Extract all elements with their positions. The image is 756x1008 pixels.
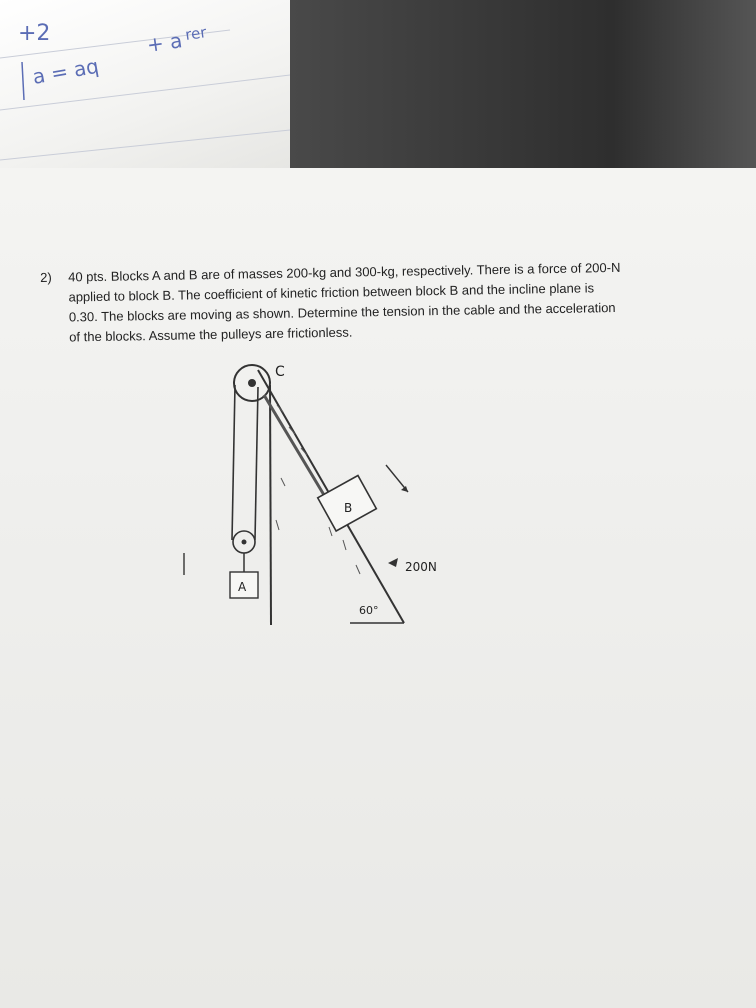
note-line-3-sub: rer (184, 23, 208, 44)
force-label: 200N (405, 560, 437, 574)
block-a-label: A (238, 580, 247, 594)
problem-text: 40 pts. Blocks A and B are of masses 200-kg and 300-kg, respectively. There is a force of 200-N applied to block B. The coefficient of kinetic friction between block B and the incline plane is 0.30. The blocks are moving as shown. Determine the tension in the cable and the acceleration of the blocks. Assume the pulleys are frictionless. (68, 259, 621, 345)
note-line-1: +2 (18, 21, 51, 46)
force-arrowhead (388, 558, 398, 567)
problem-number: 2) (40, 269, 52, 285)
top-pulley-axle (248, 379, 256, 387)
vertical-wall (270, 385, 271, 625)
note-line-3: + a (145, 28, 184, 57)
note-line-2: a = aq (30, 53, 101, 89)
cable-left (232, 385, 235, 540)
block-b-label: B (344, 501, 353, 515)
lower-pulley-axle (242, 540, 247, 545)
incline-cable (264, 395, 330, 505)
cable-right (255, 387, 258, 540)
angle-label: 60° (359, 604, 379, 617)
pulley-top-label: C (275, 364, 285, 380)
